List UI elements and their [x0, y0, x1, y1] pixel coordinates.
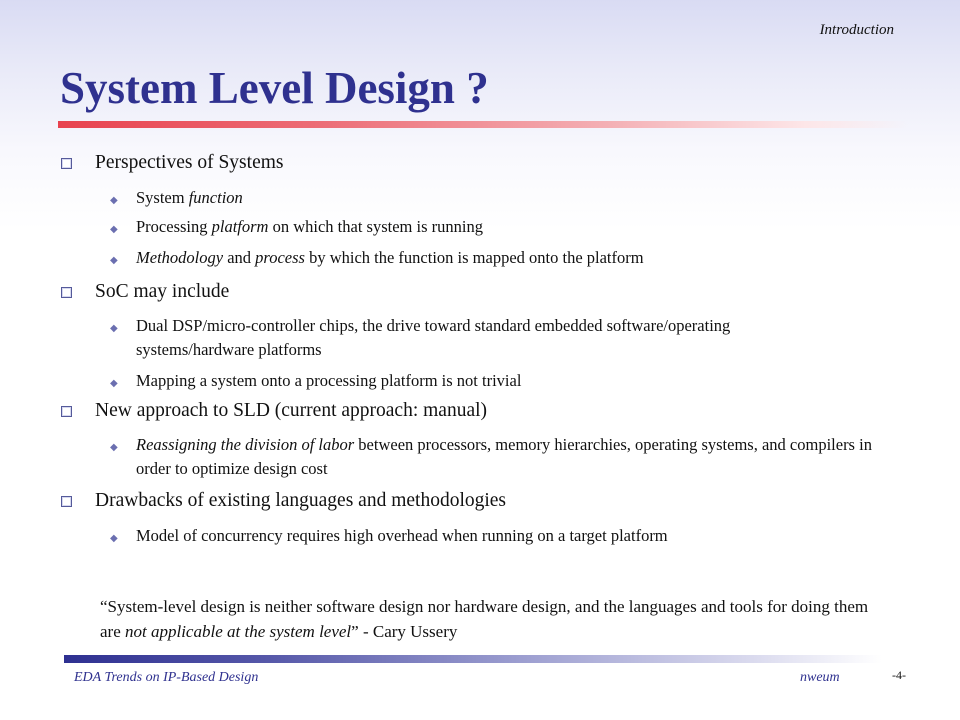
- footer-course-title: EDA Trends on IP-Based Design: [74, 670, 259, 685]
- page-number: -4-: [892, 668, 906, 682]
- square-bullet-icon: [61, 158, 72, 169]
- sub-bullet-text: and: [223, 248, 256, 267]
- sub-bullet-reassigning: [110, 433, 876, 481]
- emphasis-text: process: [255, 248, 305, 267]
- bullet-text: New approach to SLD (current approach: manual): [95, 400, 488, 421]
- sub-bullet-dual-dsp: [110, 314, 776, 362]
- diamond-bullet-icon: ◆: [110, 224, 118, 235]
- sub-bullet-text: by which the function is mapped onto the platform: [304, 248, 644, 267]
- diamond-bullet-icon: ◆: [110, 533, 118, 544]
- sub-bullet-text: Model of concurrency requires high overhead when running on a target platform: [136, 526, 668, 545]
- section-label: Introduction: [819, 22, 894, 38]
- diamond-bullet-icon: ◆: [110, 255, 118, 266]
- square-bullet-icon: [61, 287, 72, 298]
- sub-bullet-system-function: [110, 186, 243, 210]
- emphasis-text: function: [188, 188, 243, 207]
- sub-bullet-text: Processing: [136, 217, 212, 236]
- sub-bullet-concurrency: [110, 524, 668, 548]
- bullet-soc: [95, 281, 229, 303]
- bullet-text: Perspectives of Systems: [95, 152, 284, 173]
- quote-emphasis: not applicable at the system level: [125, 622, 352, 641]
- diamond-bullet-icon: ◆: [110, 195, 118, 206]
- bullet-text: Drawbacks of existing languages and methodologies: [95, 490, 507, 511]
- emphasis-text: Reassigning the division of labor: [136, 435, 355, 454]
- square-bullet-icon: [61, 406, 72, 417]
- quote-block: [100, 594, 880, 644]
- emphasis-text: platform: [211, 217, 269, 236]
- sub-bullet-text: between processors, memory hierarchies, operating systems, and compilers in order to optimize design cost: [136, 435, 872, 478]
- footer-author: nweum: [800, 670, 840, 685]
- sub-bullet-text: Mapping a system onto a processing platform is not trivial: [136, 371, 522, 390]
- quote-text: “System-level design is neither software design nor hardware design, and the languages and tools for doing them are: [100, 597, 869, 641]
- sub-bullet-text: on which that system is running: [268, 217, 483, 236]
- square-bullet-icon: [61, 496, 72, 507]
- slide-title: System Level Design ?: [60, 63, 489, 113]
- footer-rule: [64, 655, 882, 663]
- sub-bullet-methodology: [110, 246, 644, 270]
- diamond-bullet-icon: ◆: [110, 378, 118, 389]
- quote-attribution: ” - Cary Ussery: [351, 622, 458, 641]
- bullet-text: SoC may include: [95, 281, 230, 302]
- sub-bullet-processing-platform: [110, 215, 483, 239]
- sub-bullet-mapping: [110, 369, 522, 393]
- bullet-perspectives: [95, 152, 283, 174]
- bullet-drawbacks: [95, 490, 506, 512]
- sub-bullet-text: System: [136, 188, 189, 207]
- diamond-bullet-icon: ◆: [110, 442, 118, 453]
- diamond-bullet-icon: ◆: [110, 323, 118, 334]
- emphasis-text: Methodology: [136, 248, 224, 267]
- bullet-new-approach: [95, 400, 487, 422]
- sub-bullet-text: Dual DSP/micro-controller chips, the drive toward standard embedded software/operating systems/hardware platforms: [136, 316, 731, 359]
